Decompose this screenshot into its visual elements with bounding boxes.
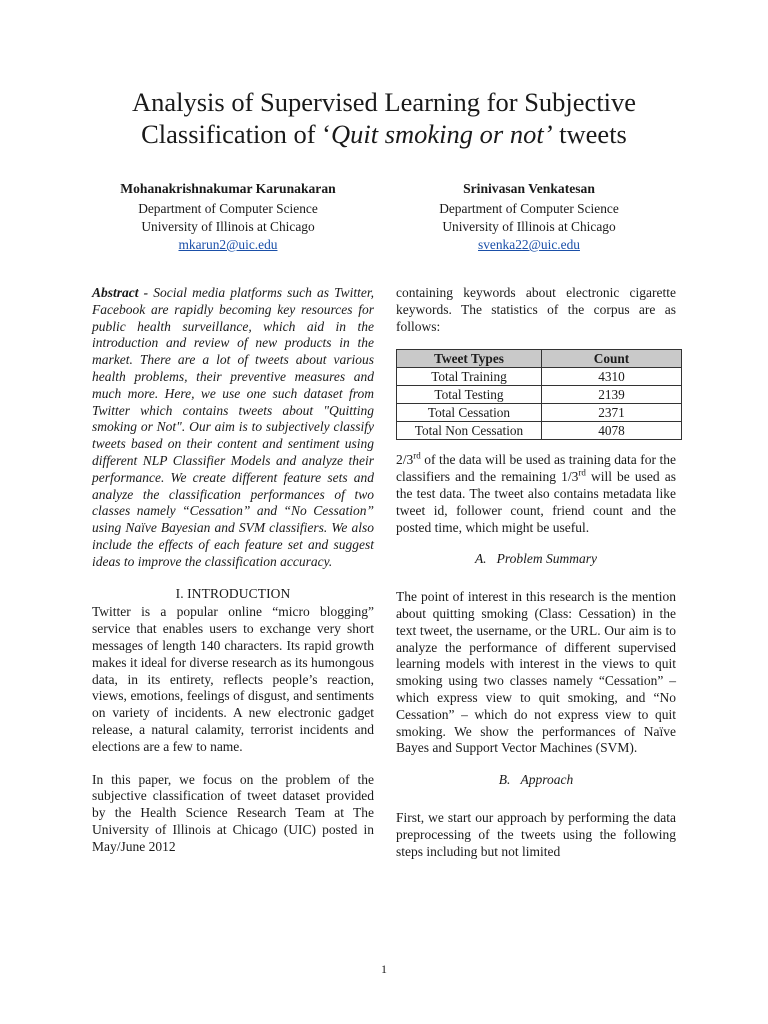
table-cell: 2139: [542, 386, 682, 404]
table-header-cell: Tweet Types: [397, 350, 542, 368]
abstract-text: Social media platforms such as Twitter, Facebook are rapidly becoming key resources for public health surveillance, which aid in the introduction and review of new products in the market. There are a lot of tweets about various health problems, their preventive measures and much more. Here, we use one such dataset from Twitter which contains tweets about "Quitting smoking or Not". Our aim is to subjectively classify tweets based on their content and sentiment using different NLP Classifier Models and analyze their performance. We create different feature sets and analyze the classification performances of two classes namely “Cessation” and “No Cessation” using Naïve Bayesian and SVM classifiers. We also include the effects of each feature set and suggest ideas to improve the classification accuracy.: [92, 285, 374, 569]
intro-paragraph-1: Twitter is a popular online “micro blogging” service that enables users to exchange very short messages of length 140 characters. Its rapid growth makes it ideal for diverse research as its humongous data, in its entirety, reflects people’s reaction, views, emotions, feelings of disgust, and sentiments on variety of incidents. A new electronic gadget release, a natural calamity, terrorist incidents and elections are a few to name.: [92, 604, 374, 754]
corpus-statistics-table: [396, 349, 682, 440]
split-text-c: will be used as the test data. The tweet also contains metadata like tweet id, follower count, friend count and the posted time, which might be useful.: [396, 469, 676, 535]
title-line-2-italic: Quit smoking or not’: [330, 119, 553, 149]
author-university: University of Illinois at Chicago: [442, 219, 616, 234]
author-university: University of Illinois at Chicago: [141, 219, 315, 234]
problem-summary-heading: A. Problem Summary: [474, 551, 598, 567]
author-department: Department of Computer Science: [138, 201, 318, 216]
table-cell: Total Cessation: [397, 404, 542, 422]
title-line-2-suffix: tweets: [552, 119, 627, 149]
approach-heading: B. Approach: [498, 772, 574, 788]
author-email-link[interactable]: mkarun2@uic.edu: [178, 237, 278, 252]
table-header-row: [397, 350, 682, 368]
superscript-rd: rd: [578, 467, 586, 478]
author-department: Department of Computer Science: [439, 201, 619, 216]
table-cell: Total Non Cessation: [397, 422, 542, 440]
right-column: [396, 285, 676, 860]
abstract-label: Abstract -: [92, 285, 149, 300]
table-row: [397, 386, 682, 404]
table-cell: 4078: [542, 422, 682, 440]
paper-title: [0, 86, 768, 150]
data-split-paragraph: [396, 452, 676, 536]
split-text-b: of the data will be used as training data for the classifiers and the remaining 1/3: [396, 452, 676, 485]
paragraph-gap: [92, 756, 374, 772]
table-row: [397, 368, 682, 386]
split-text-a: 2/3: [396, 452, 414, 468]
table-row: [397, 422, 682, 440]
introduction-heading: I. INTRODUCTION: [175, 585, 291, 601]
table-header-cell: Count: [542, 350, 682, 368]
author-name: Srinivasan Venkatesan: [463, 181, 595, 196]
left-column: [92, 285, 374, 856]
author-email-link[interactable]: svenka22@uic.edu: [478, 237, 580, 252]
abstract-paragraph: [92, 285, 374, 571]
author-name: Mohanakrishnakumar Karunakaran: [120, 181, 336, 196]
title-line-1: Analysis of Supervised Learning for Subjective: [131, 87, 637, 117]
table-cell: Total Training: [397, 368, 542, 386]
table-row: [397, 404, 682, 422]
table-cell: Total Testing: [397, 386, 542, 404]
approach-paragraph: First, we start our approach by performing the data preprocessing of the tweets using the following steps including but not limited: [396, 809, 676, 859]
title-line-2-prefix: Classification of ‘: [141, 119, 331, 149]
superscript-rd: rd: [413, 450, 421, 461]
author-block-1: [83, 180, 373, 254]
corpus-continuation-paragraph: containing keywords about electronic cigarette keywords. The statistics of the corpus are as follows:: [396, 285, 676, 334]
table-cell: 4310: [542, 368, 682, 386]
author-block-2: [384, 180, 674, 254]
intro-paragraph-2: In this paper, we focus on the problem of the subjective classification of tweet dataset provided by the Health Science Research Team at The University of Illinois at Chicago (UIC) posted in May/June 2012: [92, 771, 374, 854]
table-cell: 2371: [542, 404, 682, 422]
page-number: 1: [381, 962, 387, 976]
problem-summary-paragraph: The point of interest in this research is the mention about quitting smoking (Class: Cessation) in the text tweet, the username, or the URL. Our aim is to analyze the performance of different supervised learning models with interest in the views to quit smoking using two classes namely “Cessation” – which express view to quit smoking, and “No Cessation” – which do not express view to quit smoking. We show the performances of Naïve Bayes and Support Vector Machines (SVM).: [396, 589, 676, 756]
